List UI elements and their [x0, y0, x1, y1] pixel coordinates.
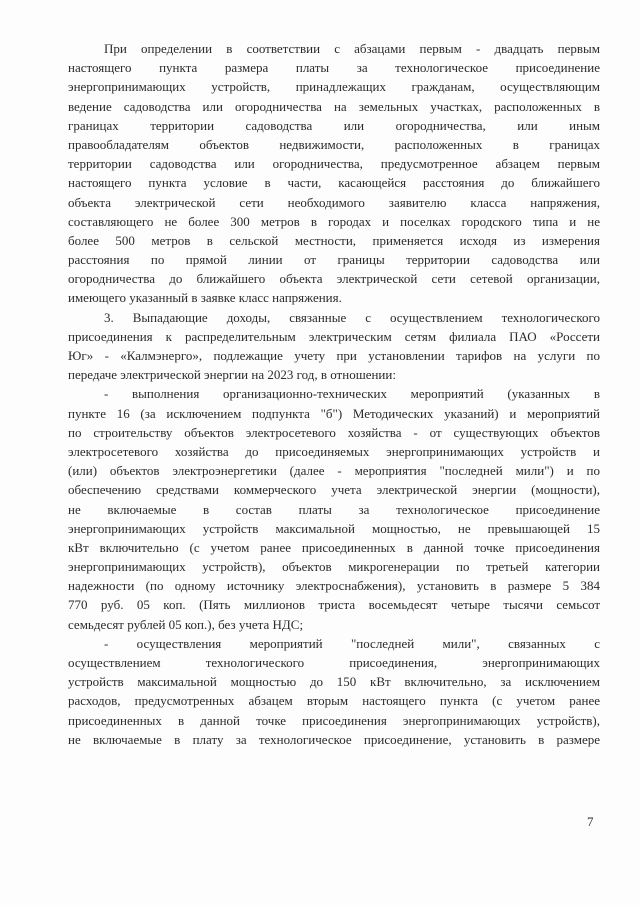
text-line: правообладателям объектов недвижимости, расположенных в границах	[68, 136, 600, 152]
text-line: объекта электрической сети необходимого заявителю класса напряжения,	[68, 194, 600, 210]
text-line: имеющего указанный в заявке класс напряжения.	[68, 290, 342, 306]
text-line: расходов, предусмотренных абзацем вторым настоящего пункта (с учетом ранее	[68, 693, 600, 709]
text-line: территории садоводства или огородничества, предусмотренное абзацем первым	[68, 156, 600, 172]
text-line: энергопринимающих устройств максимальной мощностью, не превышающей 15	[68, 520, 600, 536]
text-line: не включаемые в состав платы за технологическое присоединение	[68, 501, 600, 517]
page-number: 7	[587, 814, 594, 829]
text-line: семьдесят рублей 05 коп.), без учета НДС;	[68, 616, 304, 632]
text-line: границах территории садоводства или огородничества, или иным	[68, 117, 600, 133]
text-line: составляющего не более 300 метров в городах и поселках городского типа и не	[68, 213, 600, 229]
text-line: - выполнения организационно-технических мероприятий (указанных в	[104, 386, 600, 402]
text-line: устройств максимальной мощностью до 150 кВт включительно, за исключением	[68, 674, 600, 690]
text-line: присоединенных в данной точке присоединения энергопринимающих устройств),	[68, 712, 600, 728]
text-line: передаче электрической энергии на 2023 год, в отношении:	[68, 367, 396, 383]
text-line: настоящего пункта условие в части, касающейся расстояния до ближайшего	[68, 175, 600, 191]
text-line: не включаемые в плату за технологическое присоединение, установить в размере	[68, 731, 600, 747]
text-line: Юг» - «Калмэнерго», подлежащие учету при установлении тарифов на услуги по	[68, 348, 600, 363]
text-line: кВт включительно (с учетом ранее присоединенных в данной точке присоединения	[68, 539, 600, 555]
text-line: обеспечению средствами коммерческого учета электрической энергии (мощности),	[68, 482, 600, 498]
text-line: При определении в соответствии с абзацами первым - двадцать первым	[104, 41, 600, 56]
text-line: 3. Выпадающие доходы, связанные с осуществлением технологического	[104, 309, 600, 325]
text-line: по строительству объектов электросетевого хозяйства - от существующих объектов	[68, 424, 600, 440]
text-line: энергопринимающих устройств), объектов микрогенерации по третьей категории	[68, 559, 600, 575]
text-line: настоящего пункта размера платы за технологическое присоединение	[68, 60, 600, 76]
body-text	[68, 39, 600, 749]
text-line: расстояния по прямой линии от границы территории садоводства или	[68, 252, 600, 268]
text-line: осуществлением технологического присоединения, энергопринимающих	[68, 655, 600, 670]
text-line: электросетевого хозяйства до присоединяемых энергопринимающих устройств и	[68, 443, 600, 459]
text-line: надежности (по одному источнику электроснабжения), установить в размере 5 384	[68, 578, 600, 594]
text-line: огородничества до ближайшего объекта электрической сети сетевой организации,	[68, 271, 600, 287]
text-line: (или) объектов электроэнергетики (далее - мероприятия "последней мили") и по	[68, 463, 600, 479]
text-line: - осуществления мероприятий "последней мили", связанных с	[104, 635, 600, 651]
text-line: ведение садоводства или огородничества на земельных участках, расположенных в	[68, 98, 600, 114]
text-line: пункте 16 (за исключением подпункта "б") Методических указаний) и мероприятий	[68, 405, 600, 421]
text-line: энергопринимающих устройств, принадлежащих гражданам, осуществляющим	[68, 79, 600, 95]
text-line: более 500 метров в сельской местности, применяется исходя из измерения	[68, 232, 600, 248]
text-line: 770 руб. 05 коп. (Пять миллионов триста восемьдесят четыре тысячи семьсот	[68, 597, 600, 613]
text-line: присоединения к распределительным электрическим сетям филиала ПАО «Россети	[68, 328, 600, 344]
